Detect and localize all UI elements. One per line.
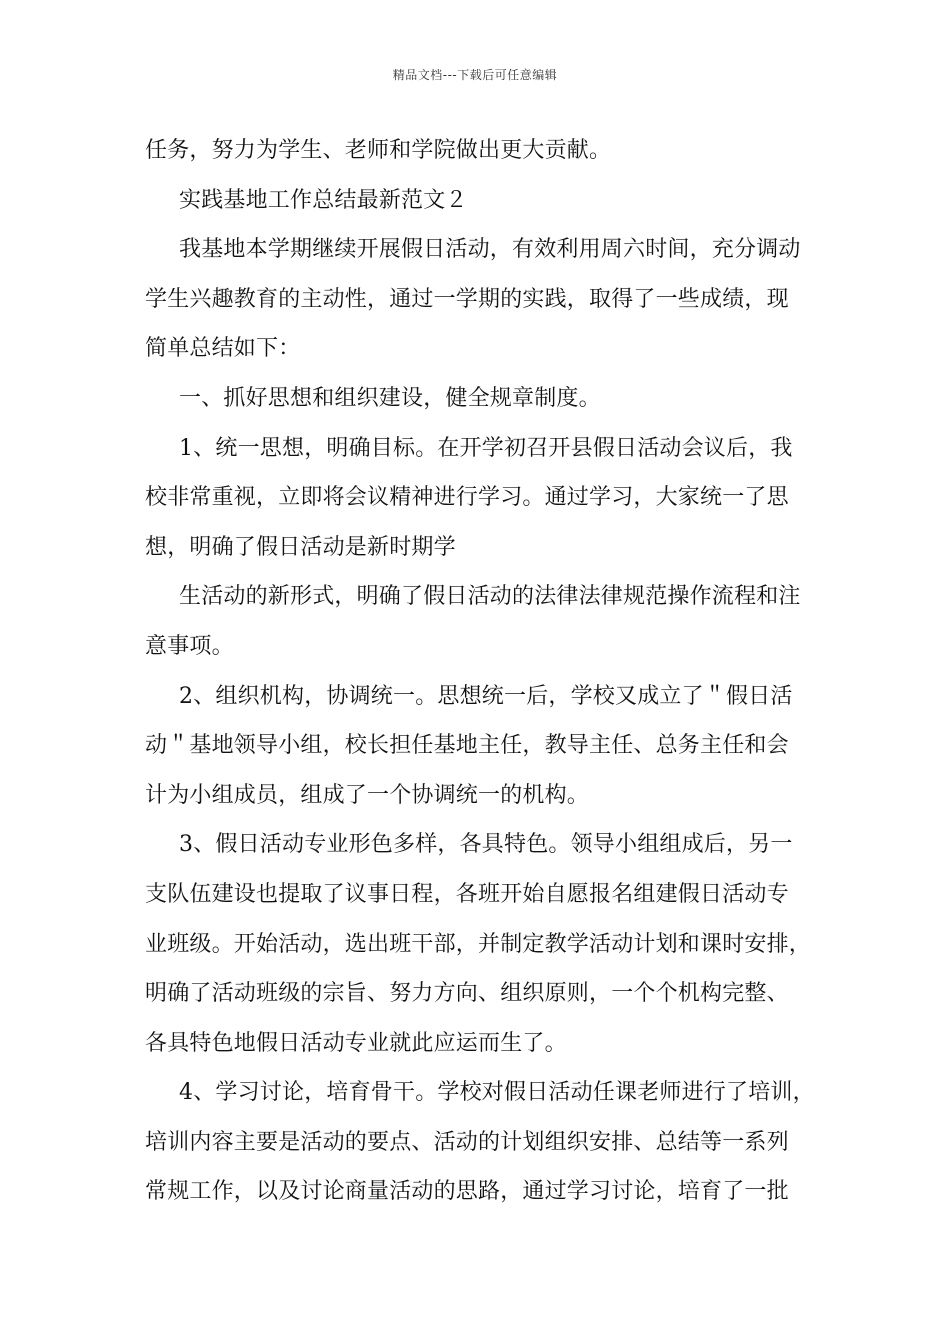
text-line: 想，明确了假日活动是新时期学 (145, 534, 456, 560)
text-line: 2、组织机构，协调统一。思想统一后，学校又成立了＂假日活 (179, 683, 793, 709)
text-line: 各具特色地假日活动专业就此应运而生了。 (145, 1030, 567, 1056)
page-header: 精品文档---下载后可任意编辑 (392, 68, 558, 82)
text-line: 我基地本学期继续开展假日活动，有效利用周六时间，充分调动 (179, 237, 801, 263)
section-title: 实践基地工作总结最新范文２ (179, 187, 468, 213)
text-line: 动＂基地领导小组，校长担任基地主任，教导主任、总务主任和会 (145, 733, 789, 759)
text-line: 学生兴趣教育的主动性，通过一学期的实践，取得了一些成绩，现 (145, 286, 789, 312)
text-line: 意事项。 (145, 633, 234, 659)
text-line: 4、学习讨论，培育骨干。学校对假日活动任课老师进行了培训， (179, 1080, 815, 1106)
text-line: 培训内容主要是活动的要点、活动的计划组织安排、总结等一系列 (145, 1129, 789, 1155)
text-line: 常规工作，以及讨论商量活动的思路，通过学习讨论，培育了一批 (145, 1179, 789, 1205)
text-line: 3、假日活动专业形色多样，各具特色。领导小组组成后，另一 (179, 832, 793, 858)
text-line: 简单总结如下： (145, 336, 301, 362)
text-line: 校非常重视，立即将会议精神进行学习。通过学习，大家统一了思 (145, 485, 789, 511)
text-line: 支队伍建设也提取了议事日程，各班开始自愿报名组建假日活动专 (145, 881, 789, 907)
text-line: 生活动的新形式，明确了假日活动的法律法律规范操作流程和注 (179, 584, 801, 610)
text-line: 计为小组成员，组成了一个协调统一的机构。 (145, 782, 590, 808)
document-body (145, 126, 820, 1217)
text-line: 明确了活动班级的宗旨、努力方向、组织原则，一个个机构完整、 (145, 981, 789, 1007)
section-heading: 一、抓好思想和组织建设，健全规章制度。 (179, 385, 601, 411)
text-line: 任务，努力为学生、老师和学院做出更大贡献。 (145, 138, 612, 163)
text-line: 1、统一思想，明确目标。在开学初召开县假日活动会议后，我 (179, 435, 793, 461)
text-line: 业班级。开始活动，选出班干部，并制定教学活动计划和课时安排， (145, 931, 812, 957)
